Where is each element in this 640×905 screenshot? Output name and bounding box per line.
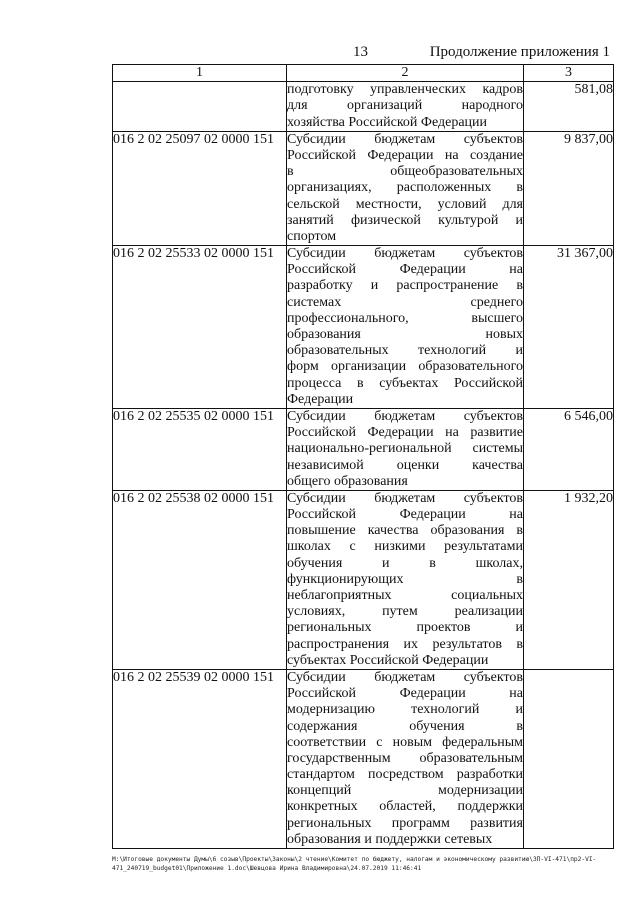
description-line: конкретных областей, поддержки <box>287 799 523 815</box>
continued-label: Продолжение приложения 1 <box>429 44 610 60</box>
description-line: Субсидии бюджетам субъектов <box>287 669 523 685</box>
table-row <box>113 82 614 132</box>
description-cell <box>287 131 524 245</box>
description-line: Федерации <box>287 391 354 407</box>
description-line: организациях, расположенных в <box>287 180 523 196</box>
description-line: занятий физической культурой и <box>287 212 523 228</box>
table-row <box>113 490 614 669</box>
description-line: Субсидии бюджетам субъектов <box>287 246 523 262</box>
footer-line-2: 471_240719_budget01\Приложение 1.doc\Шевцова Ирина Владимировна\24.07.2019 11:46:41 <box>112 865 422 872</box>
description-cell <box>287 82 524 132</box>
file-path-footer <box>112 855 617 873</box>
description-line: национально-региональной системы <box>287 441 523 457</box>
description-line: обучения и в школах, <box>287 555 523 571</box>
description-line: Субсидии бюджетам субъектов <box>287 490 523 506</box>
description-line: форм организации образовательного <box>287 359 523 375</box>
description-line: распространения их результатов в <box>287 636 523 652</box>
description-line: разработку и распространение в <box>287 278 523 294</box>
table-row <box>113 246 614 409</box>
description-line: Субсидии бюджетам субъектов <box>287 408 523 424</box>
budget-code <box>113 82 287 132</box>
column-header-3: 3 <box>524 65 614 82</box>
amount: 581,08 <box>524 82 614 132</box>
table-header-row <box>113 65 614 82</box>
description-cell <box>287 669 524 848</box>
description-line: в общеобразовательных <box>287 164 523 180</box>
description-line: государственным образовательным <box>287 750 523 766</box>
description-cell <box>287 408 524 490</box>
description-cell <box>287 490 524 669</box>
description-line: условиях, путем реализации <box>287 604 523 620</box>
description-line: неблагоприятных социальных <box>287 588 523 604</box>
budget-code: 016 2 02 25533 02 0000 151 <box>113 246 287 409</box>
description-line: хозяйства Российской Федерации <box>287 114 488 130</box>
description-line: региональных проектов и <box>287 620 523 636</box>
description-line: образовательных технологий и <box>287 343 523 359</box>
description-line: школах с низкими результатами <box>287 539 523 555</box>
description-line: соответствии с новым федеральным <box>287 734 523 750</box>
description-line: для организаций народного <box>287 98 523 114</box>
description-line: Российской Федерации на создание <box>287 147 523 163</box>
description-line: повышение качества образования в <box>287 523 523 539</box>
page-number: 13 <box>353 44 368 60</box>
amount: 31 367,00 <box>524 246 614 409</box>
table-row <box>113 408 614 490</box>
description-line: подготовку управленческих кадров <box>287 82 523 98</box>
description-line: модернизацию технологий и <box>287 702 523 718</box>
description-line: Российской Федерации на <box>287 686 523 702</box>
amount: 9 837,00 <box>524 131 614 245</box>
table-row <box>113 131 614 245</box>
description-line: Российской Федерации на развитие <box>287 425 523 441</box>
budget-table <box>112 64 614 849</box>
column-header-1: 1 <box>113 65 287 82</box>
description-line: функционирующих в <box>287 571 523 587</box>
description-line: содержания обучения в <box>287 718 523 734</box>
description-line: сельской местности, условий для <box>287 196 523 212</box>
description-line: Российской Федерации на <box>287 262 523 278</box>
description-line: региональных программ развития <box>287 815 523 831</box>
column-header-2: 2 <box>287 65 524 82</box>
budget-code: 016 2 02 25535 02 0000 151 <box>113 408 287 490</box>
footer-line-1: М:\Итоговые документы Думы\6 созыв\Проекты\Законы\2 чтение\Комитет по бюджету, налогам и экономическому развитию\ЗП-VI-471\пр2-VI- <box>112 856 597 863</box>
amount: 1 932,20 <box>524 490 614 669</box>
description-line: субъектах Российской Федерации <box>287 652 489 668</box>
description-line: концепций модернизации <box>287 783 523 799</box>
amount: 6 546,00 <box>524 408 614 490</box>
description-line: образования новых <box>287 327 523 343</box>
description-cell <box>287 246 524 409</box>
description-line: системах среднего <box>287 294 523 310</box>
description-line: спортом <box>287 228 337 244</box>
description-line: образования и поддержки сетевых <box>287 831 493 847</box>
budget-code: 016 2 02 25097 02 0000 151 <box>113 131 287 245</box>
budget-code: 016 2 02 25539 02 0000 151 <box>113 669 287 848</box>
budget-code: 016 2 02 25538 02 0000 151 <box>113 490 287 669</box>
table-row <box>113 669 614 848</box>
description-line: независимой оценки качества <box>287 457 523 473</box>
amount <box>524 669 614 848</box>
description-line: Российской Федерации на <box>287 507 523 523</box>
description-line: стандартом посредством разработки <box>287 767 523 783</box>
description-line: общего образования <box>287 473 408 489</box>
description-line: Субсидии бюджетам субъектов <box>287 131 523 147</box>
description-line: процесса в субъектах Российской <box>287 375 523 391</box>
description-line: профессионального, высшего <box>287 310 523 326</box>
